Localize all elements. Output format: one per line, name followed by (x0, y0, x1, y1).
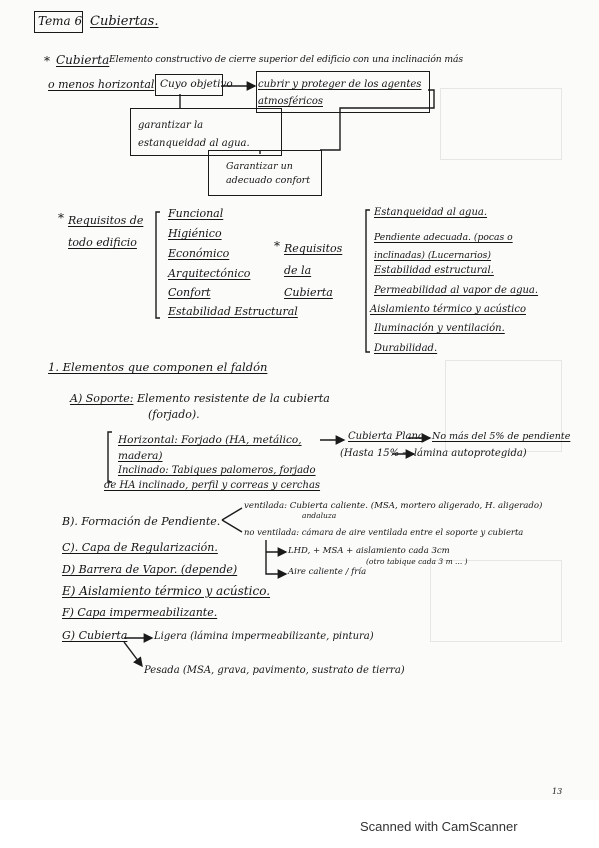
definition-line2: o menos horizontal (48, 78, 155, 91)
label-e: E) Aislamiento térmico y acústico. (62, 584, 271, 598)
estanqueidad-text: garantizar la estanqueidad al agua. (138, 120, 250, 149)
inclinado-line1: Inclinado: Tabiques palomeros, forjado (118, 465, 316, 476)
hasta-text: (Hasta 15% → lámina autoprotegida) (340, 448, 527, 459)
label-d: D) Barrera de Vapor. (depende) (62, 563, 238, 576)
arrow-line (222, 520, 242, 532)
list-item: Durabilidad. (374, 343, 438, 354)
no-ventilada-text: no ventilada: cámara de aire ventilada entre el soporte y cubierta (244, 527, 524, 537)
scanner-watermark: Scanned with CamScanner (360, 819, 518, 834)
cubierta-plana: Cubierta Plana (348, 431, 424, 442)
list-item: Estabilidad estructural. (374, 265, 494, 276)
label-c: C). Capa de Regularización. (62, 541, 218, 554)
inclinado-line2: de HA inclinado, perfil y correas y cerchas (104, 480, 321, 491)
pesada-text: Pesada (MSA, grava, pavimento, sustrato de tierra) (144, 665, 405, 676)
lhd-text: LHD, + MSA + aislamiento cada 3cm (288, 546, 450, 556)
definition-line1: Elemento constructivo de cierre superior del edificio con una inclinación más (109, 54, 464, 65)
list-item: Iluminación y ventilación. (374, 323, 505, 334)
bullet-star: * (58, 211, 64, 225)
definition-term: Cubierta (56, 53, 110, 67)
ligera-text: Ligera (lámina impermeabilizante, pintura) (154, 631, 374, 642)
requisitos-cubierta-heading: Requisitos de la Cubierta (284, 242, 343, 299)
label-f: F) Capa impermeabilizante. (62, 606, 218, 619)
bracket (156, 212, 160, 318)
soporte-text: Elemento resistente de la cubierta (137, 392, 330, 405)
bracket (366, 210, 370, 352)
horizontal-text: Horizontal: Forjado (HA, metálico, madera) (118, 434, 302, 462)
tema-label: Tema 6 (38, 14, 83, 28)
page-number: 13 (552, 787, 563, 796)
arrow-line (222, 508, 242, 520)
list-item: Económico (168, 247, 230, 260)
lhd-sub: (otro tabique cada 3 m ... ) (366, 557, 468, 566)
objetivo-label: Cuyo objetivo (160, 78, 233, 90)
soporte-label: A) Soporte: (70, 392, 134, 405)
section-title: 1. Elementos que componen el faldón (48, 360, 268, 374)
list-item: Arquitectónico (168, 267, 251, 280)
aire-text: Aire caliente / fría (288, 567, 367, 577)
label-g: G) Cubierta (62, 629, 128, 642)
bracket (108, 432, 112, 482)
list-item: Confort (168, 286, 211, 299)
ventilada-text: ventilada: Cubierta caliente. (MSA, mortero aligerado, H. aligerado) (244, 501, 543, 511)
requisitos-edificio-heading: Requisitos de todo edificio (68, 214, 144, 249)
arrow-line (124, 642, 142, 666)
arrow-line (266, 540, 286, 574)
andaluza-text: andaluza (302, 511, 337, 520)
list-item: Estabilidad Estructural (168, 305, 298, 318)
cubrir-text: cubrir y proteger de los agentes atmosféricos (258, 79, 422, 107)
connector-line (320, 90, 434, 150)
list-item: Higiénico (168, 227, 222, 240)
bullet-star: * (44, 54, 50, 68)
list-item: Estanqueidad al agua. (374, 207, 488, 218)
bullet-star: * (274, 239, 280, 253)
no-mas-text: No más del 5% de pendiente (432, 431, 571, 442)
list-item: Permeabilidad al vapor de agua. (374, 285, 539, 296)
list-item: Aislamiento térmico y acústico (370, 304, 526, 315)
confort-text: Garantizar un adecuado confort (226, 161, 311, 186)
list-item: Funcional (168, 207, 224, 220)
list-item: Pendiente adecuada. (pocas o inclinadas) (Lucernarios) (374, 232, 513, 261)
label-b: B). Formación de Pendiente. (62, 515, 221, 528)
page-title: Cubiertas. (90, 14, 159, 29)
soporte-sub: (forjado). (148, 408, 200, 421)
